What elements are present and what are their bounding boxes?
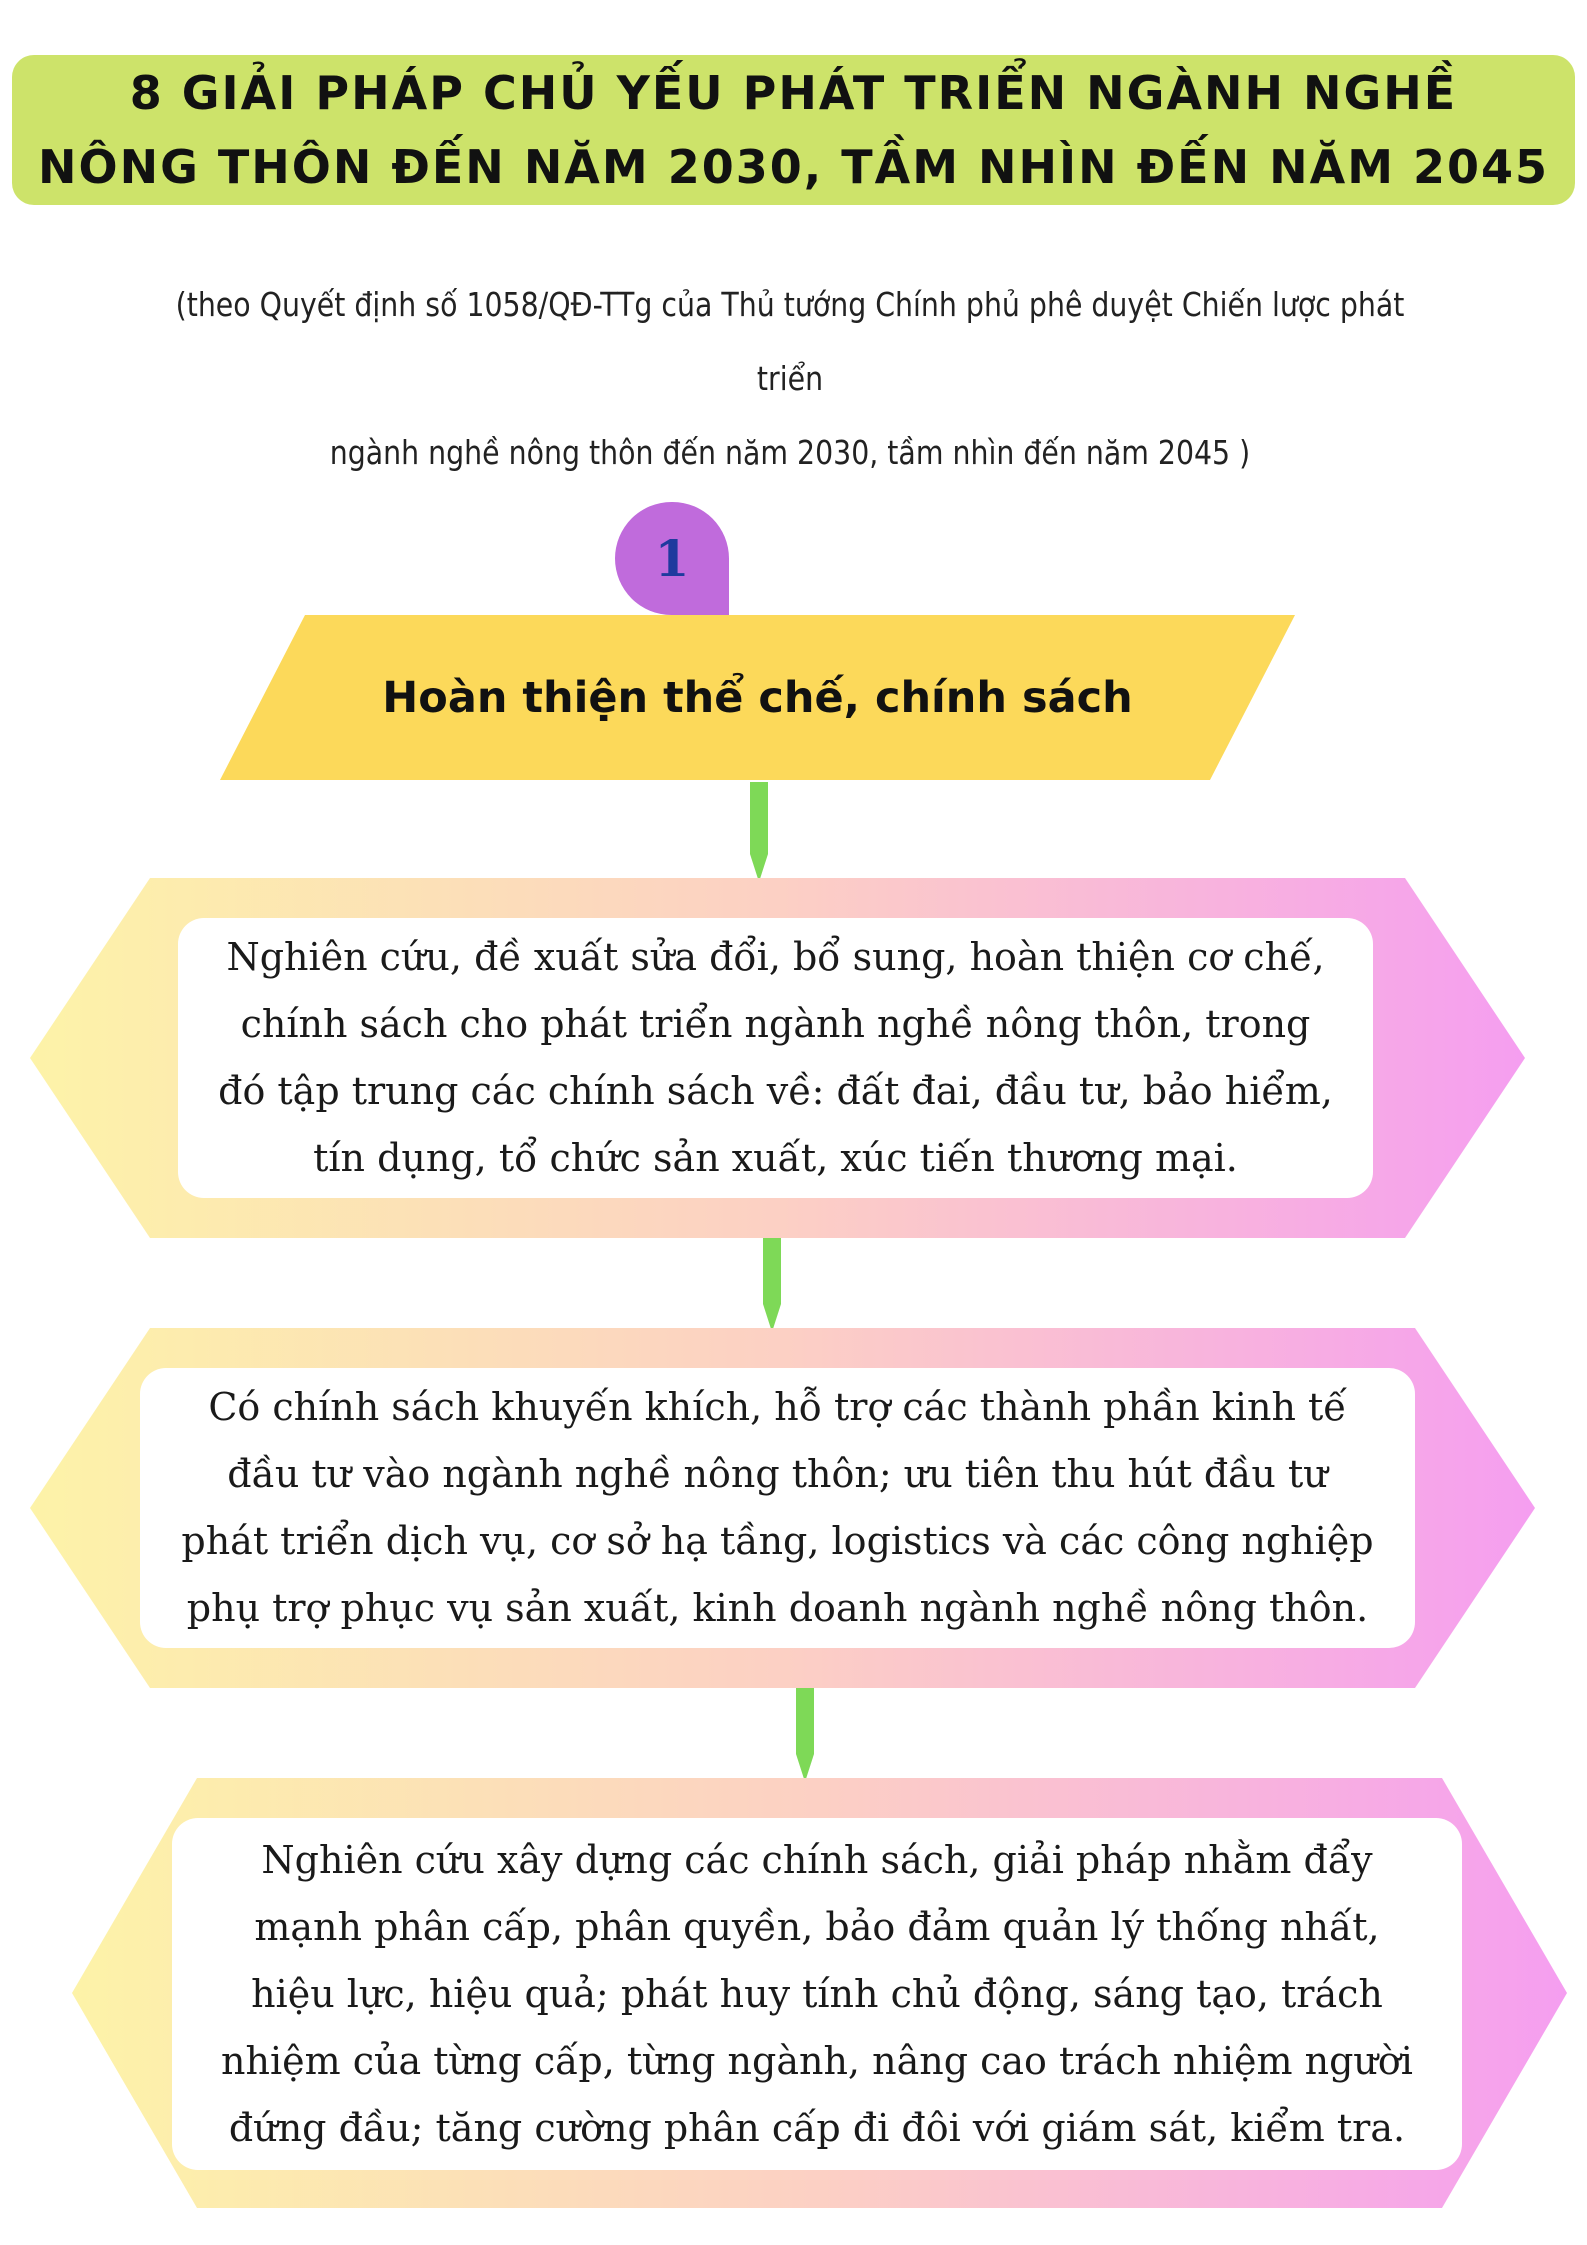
item-3-line-4: nhiệm của từng cấp, từng ngành, nâng cao trách nhiệm người (221, 2038, 1413, 2083)
item-1-line-1: Nghiên cứu, đề xuất sửa đổi, bổ sung, hoàn thiện cơ chế, (226, 935, 1325, 979)
item-card-2 (140, 1368, 1415, 1648)
subtitle (145, 268, 1435, 490)
connector-arrow-3 (793, 1682, 817, 1782)
item-card-1 (178, 918, 1373, 1198)
item-1-line-4: tín dụng, tổ chức sản xuất, xúc tiến thương mại. (313, 1136, 1238, 1180)
item-2-line-3: phát triển dịch vụ, cơ sở hạ tầng, logistics và các công nghiệp (181, 1519, 1374, 1563)
title-line-1: 8 GIẢI PHÁP CHỦ YẾU PHÁT TRIỂN NGÀNH NGHỀ (129, 66, 1458, 120)
item-2-line-1: Có chính sách khuyến khích, hỗ trợ các thành phần kinh tế (208, 1385, 1347, 1429)
subtitle-line-1: (theo Quyết định số 1058/QĐ-TTg của Thủ tướng Chính phủ phê duyệt Chiến lược phát triển (175, 285, 1405, 398)
subtitle-line-2: ngành nghề nông thôn đến năm 2030, tầm nhìn đến năm 2045 ) (329, 433, 1251, 472)
page-title (12, 55, 1575, 205)
item-1-line-3: đó tập trung các chính sách về: đất đai, đầu tư, bảo hiểm, (218, 1069, 1333, 1113)
item-3-line-3: hiệu lực, hiệu quả; phát huy tính chủ động, sáng tạo, trách (251, 1971, 1383, 2016)
title-line-2: NÔNG THÔN ĐẾN NĂM 2030, TẦM NHÌN ĐẾN NĂM 2045 (37, 140, 1550, 194)
item-3-line-1: Nghiên cứu xây dựng các chính sách, giải pháp nhằm đẩy (261, 1837, 1373, 1882)
step-heading: Hoàn thiện thể chế, chính sách (382, 672, 1133, 723)
item-3-line-5: đứng đầu; tăng cường phân cấp đi đôi với giám sát, kiểm tra. (228, 2105, 1406, 2150)
item-1-line-2: chính sách cho phát triển ngành nghề nông thôn, trong (240, 1002, 1311, 1046)
item-2-line-4: phụ trợ phục vụ sản xuất, kinh doanh ngành nghề nông thôn. (186, 1586, 1369, 1630)
item-2-line-2: đầu tư vào ngành nghề nông thôn; ưu tiên thu hút đầu tư (227, 1452, 1328, 1496)
connector-arrow-1 (747, 782, 771, 882)
step-number-badge: 1 (615, 502, 729, 615)
item-card-3 (172, 1818, 1462, 2170)
connector-arrow-2 (760, 1232, 784, 1332)
item-3-line-2: mạnh phân cấp, phân quyền, bảo đảm quản lý thống nhất, (254, 1904, 1380, 1949)
